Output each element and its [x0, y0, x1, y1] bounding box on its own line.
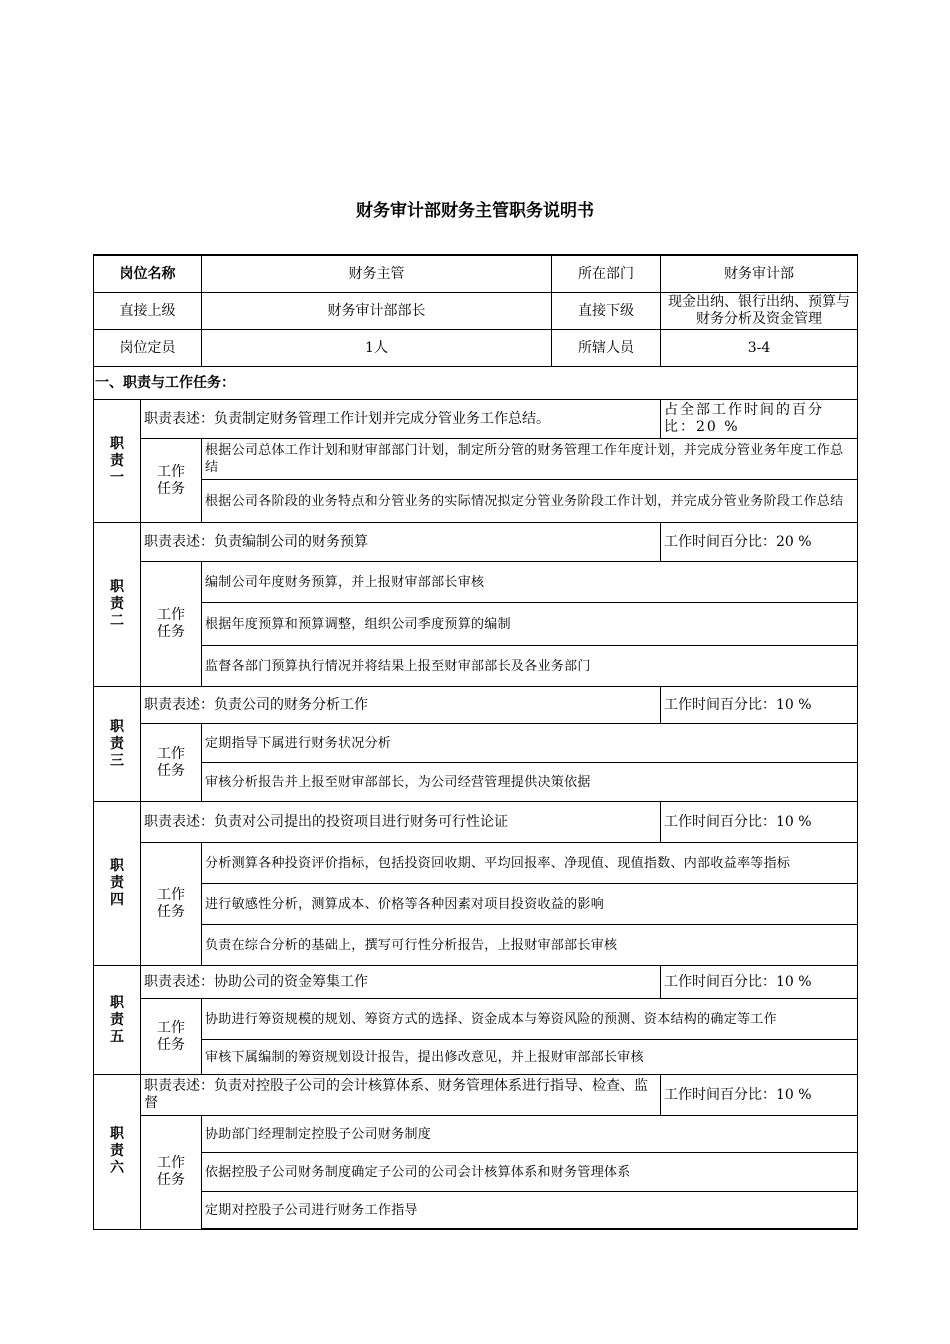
duty-description-row — [94, 1075, 858, 1116]
duty-description-row — [94, 523, 858, 562]
duties-body — [94, 400, 858, 1230]
task-item: 审核分析报告并上报至财审部部长，为公司经营管理提供决策依据 — [202, 763, 858, 802]
duty-label-char: 职 — [110, 718, 124, 735]
task-item: 负责在综合分析的基础上，撰写可行性分析报告，上报财审部部长审核 — [202, 925, 858, 966]
duty-label-char: 职 — [110, 579, 124, 595]
duty-label-char: 责 — [110, 1011, 124, 1028]
task-item: 定期对控股子公司进行财务工作指导 — [202, 1192, 858, 1230]
duty-label-char: 责 — [110, 1143, 124, 1160]
duty-description-row — [94, 400, 858, 439]
duty-label-char: 三 — [110, 752, 124, 769]
task-row — [94, 724, 858, 763]
duty-time-percent: 工作时间百分比：20 % — [661, 523, 858, 562]
task-item: 编制公司年度财务预算，并上报财审部部长审核 — [202, 562, 858, 603]
duty-time-percent: 工作时间百分比：10 % — [661, 966, 858, 999]
task-item: 进行敏感性分析，测算成本、价格等各种因素对项目投资收益的影响 — [202, 884, 858, 925]
duty-label — [94, 1075, 141, 1230]
duty-description-row — [94, 966, 858, 999]
subordinate-value: 现金出纳、银行出纳、预算与财务分析及资金管理 — [661, 293, 858, 330]
task-label: 工作任务 — [141, 724, 202, 802]
duty-description: 职责表述：负责编制公司的财务预算 — [141, 523, 661, 562]
duty-label-char: 责 — [110, 875, 124, 891]
duty-label — [94, 523, 141, 687]
superior-value: 财务审计部部长 — [202, 293, 552, 330]
task-label: 工作任务 — [141, 562, 202, 687]
headcount-value: 1人 — [202, 330, 552, 367]
header-row-position — [94, 255, 858, 293]
duty-label — [94, 802, 141, 966]
duty-label-char: 五 — [110, 1028, 124, 1045]
duty-label-char: 职 — [110, 435, 124, 452]
duty-time-percent: 工作时间百分比：10 % — [661, 687, 858, 724]
task-label: 工作任务 — [141, 843, 202, 966]
task-item: 根据公司总体工作计划和财审部部门计划，制定所分管的财务管理工作年度计划，并完成分管业务年度工作总结 — [202, 439, 858, 480]
duty-description: 职责表述：负责对公司提出的投资项目进行财务可行性论证 — [141, 802, 661, 843]
duty-label-char: 四 — [110, 892, 124, 908]
task-item: 监督各部门预算执行情况并将结果上报至财审部部长及各业务部门 — [202, 646, 858, 687]
header-row-superior — [94, 293, 858, 330]
header-row-headcount — [94, 330, 858, 367]
task-row — [94, 1192, 858, 1230]
position-name-value: 财务主管 — [202, 255, 552, 293]
duty-label-char: 职 — [110, 1126, 124, 1143]
duty-label-char: 职 — [110, 858, 124, 874]
task-item: 审核下属编制的筹资规划设计报告，提出修改意见，并上报财审部部长审核 — [202, 1040, 858, 1075]
section-heading: 一、职责与工作任务： — [94, 367, 858, 400]
task-label: 工作任务 — [141, 999, 202, 1075]
duty-time-percent: 工作时间百分比：10 % — [661, 1075, 858, 1116]
task-row — [94, 603, 858, 646]
task-row — [94, 480, 858, 523]
task-row — [94, 562, 858, 603]
position-name-label: 岗位名称 — [94, 255, 202, 293]
duty-label-char: 二 — [110, 613, 124, 629]
task-item: 协助部门经理制定控股子公司财务制度 — [202, 1116, 858, 1153]
task-row — [94, 884, 858, 925]
duty-description: 职责表述：负责对控股子公司的会计核算体系、财务管理体系进行指导、检查、监督 — [141, 1075, 661, 1116]
task-item: 依据控股子公司财务制度确定子公司的公司会计核算体系和财务管理体系 — [202, 1153, 858, 1192]
task-row — [94, 843, 858, 884]
task-item: 定期指导下属进行财务状况分析 — [202, 724, 858, 763]
task-row — [94, 925, 858, 966]
superior-label: 直接上级 — [94, 293, 202, 330]
department-value: 财务审计部 — [661, 255, 858, 293]
duty-label-char: 六 — [110, 1160, 124, 1177]
duty-label-char: 职 — [110, 994, 124, 1011]
duty-label — [94, 687, 141, 802]
staff-value: 3-4 — [661, 330, 858, 367]
task-label: 工作任务 — [141, 439, 202, 523]
duty-label-char: 责 — [110, 596, 124, 612]
staff-label: 所辖人员 — [552, 330, 661, 367]
task-row — [94, 646, 858, 687]
task-row — [94, 1153, 858, 1192]
duty-label-char: 责 — [110, 735, 124, 752]
duty-description: 职责表述：负责公司的财务分析工作 — [141, 687, 661, 724]
task-row — [94, 1040, 858, 1075]
headcount-label: 岗位定员 — [94, 330, 202, 367]
duty-time-percent: 占全部工作时间的百分比：20 % — [661, 400, 858, 439]
duty-description-row — [94, 687, 858, 724]
duty-label — [94, 966, 141, 1075]
job-description-table — [93, 254, 858, 1230]
duty-label-char: 责 — [110, 452, 124, 469]
task-item: 根据公司各阶段的业务特点和分管业务的实际情况拟定分管业务阶段工作计划，并完成分管业务阶段工作总结 — [202, 480, 858, 523]
task-row — [94, 999, 858, 1040]
task-item: 协助进行筹资规模的规划、筹资方式的选择、资金成本与筹资风险的预测、资本结构的确定等工作 — [202, 999, 858, 1040]
department-label: 所在部门 — [552, 255, 661, 293]
duty-description: 职责表述：协助公司的资金筹集工作 — [141, 966, 661, 999]
task-row — [94, 1116, 858, 1153]
task-row — [94, 763, 858, 802]
section-heading-row — [94, 367, 858, 400]
duty-description-row — [94, 802, 858, 843]
duty-time-percent: 工作时间百分比：10 % — [661, 802, 858, 843]
duty-label — [94, 400, 141, 523]
task-row — [94, 439, 858, 480]
duty-description: 职责表述：负责制定财务管理工作计划并完成分管业务工作总结。 — [141, 400, 661, 439]
task-item: 根据年度预算和预算调整，组织公司季度预算的编制 — [202, 603, 858, 646]
task-label: 工作任务 — [141, 1116, 202, 1230]
duty-label-char: 一 — [110, 469, 124, 486]
task-item: 分析测算各种投资评价指标，包括投资回收期、平均回报率、净现值、现值指数、内部收益率等指标 — [202, 843, 858, 884]
subordinate-label: 直接下级 — [552, 293, 661, 330]
document-title: 财务审计部财务主管职务说明书 — [356, 201, 594, 221]
